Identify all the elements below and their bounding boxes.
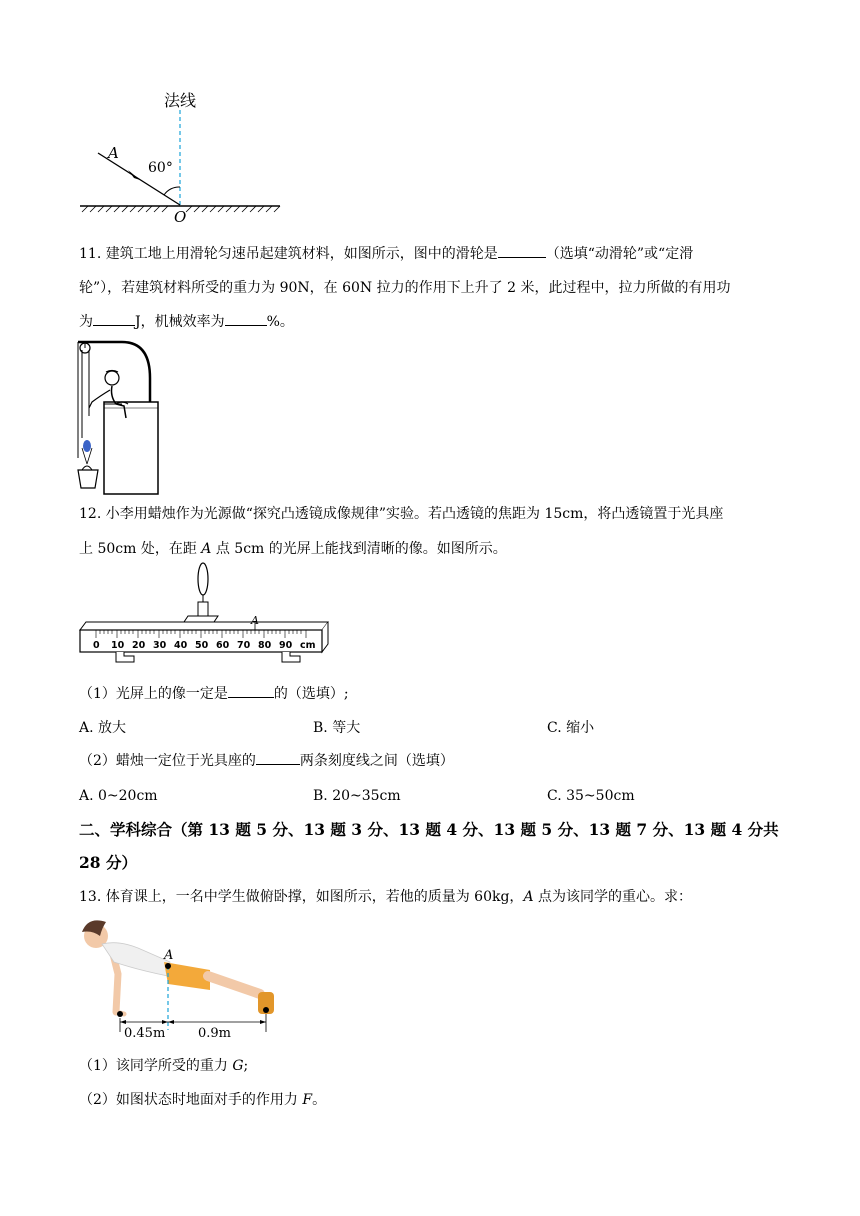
q13-sub2	[79, 1090, 326, 1110]
section2-heading-line2: 28 分）	[79, 853, 137, 872]
scale-60: 60	[216, 640, 230, 651]
q13-sub1-text: （1）该同学所受的重力	[79, 1058, 233, 1074]
q13-sub1-g: G	[232, 1058, 244, 1074]
section2-heading-line1: 二、学科综合（第 13 题 5 分、13 题 3 分、13 题 4 分、13 题 5 分、13 题 7 分、13 题 4 分共	[79, 820, 779, 839]
dim-a-to-foot: 0.9m	[198, 1026, 232, 1041]
scale-40: 40	[174, 640, 188, 651]
q12-opt2-b[interactable]: B. 20~35cm	[313, 788, 401, 804]
q13-sub2-text: （2）如图状态时地面对手的作用力	[79, 1092, 303, 1108]
q11-text-b: （选填“动滑轮”或“定滑	[545, 246, 694, 262]
scale-80: 80	[258, 640, 272, 651]
q12-sub1-text-b: 的（选填）;	[273, 686, 349, 702]
q12-line2	[79, 539, 507, 559]
foot-point	[263, 1007, 269, 1013]
q12-line1: 12. 小李用蜡烛作为光源做“探究凸透镜成像规律”实验。若凸透镜的焦距为 15cm，将凸透镜置于光具座	[79, 506, 724, 522]
optical-bench-diagram	[78, 562, 336, 676]
scale-0: 0	[93, 640, 100, 651]
q11-line1	[79, 244, 693, 264]
angle-arc	[164, 187, 180, 195]
q13-line1	[79, 887, 692, 907]
q12-sub1	[79, 684, 349, 704]
optical-bench-figure	[78, 562, 336, 676]
bucket	[78, 470, 98, 488]
q13-text-b: 点为该同学的重心。求：	[533, 889, 693, 905]
q11-text-c: 为	[79, 314, 93, 330]
q11-line2: 轮”），若建筑材料所受的重力为 90N，在 60N 拉力的作用下上升了 2 米，此过程中，拉力所做的有用功	[79, 280, 731, 296]
q11-blank-work[interactable]	[93, 325, 135, 326]
q12-sub1-text-a: （1）光屏上的像一定是	[79, 686, 228, 702]
dim-hand-to-a: 0.45m	[124, 1026, 166, 1041]
q13-text-a: 13. 体育课上，一名中学生做俯卧撑，如图所示，若他的质量为 60kg，	[79, 889, 524, 905]
q13-point-a: A	[523, 889, 534, 905]
q12-opt1-a[interactable]: A. 放大	[79, 720, 127, 736]
q13-sub1	[79, 1056, 248, 1076]
q11-text-d: J，机械效率为	[135, 314, 225, 330]
q12-text-a: 上 50cm 处，在距	[79, 541, 202, 557]
q12-sub2-text-a: （2）蜡烛一定位于光具座的	[79, 753, 256, 769]
q12-opt1-c[interactable]: C. 缩小	[547, 720, 595, 736]
angle-label: 60°	[148, 160, 173, 176]
scale-70: 70	[237, 640, 251, 651]
bench-scale	[78, 640, 336, 652]
hand-point	[117, 1011, 123, 1017]
bench-point-a: A	[251, 614, 259, 627]
q12-blank-image[interactable]	[228, 697, 274, 698]
q12-opt2-a[interactable]: A. 0~20cm	[79, 788, 158, 804]
q11-line3	[79, 312, 294, 332]
hook	[83, 440, 91, 452]
scale-20: 20	[132, 640, 146, 651]
lens	[198, 563, 208, 595]
q12-opt1-b[interactable]: B. 等大	[313, 720, 361, 736]
scale-10: 10	[111, 640, 125, 651]
scale-50: 50	[195, 640, 209, 651]
ray-label: A	[108, 144, 119, 162]
point-label: O	[174, 208, 187, 226]
q13-sub1-end: ;	[243, 1058, 249, 1074]
scale-90: 90	[279, 640, 293, 651]
q12-opt2-c[interactable]: C. 35~50cm	[547, 788, 635, 804]
reflection-figure	[78, 86, 288, 226]
q11-text-a: 11. 建筑工地上用滑轮匀速吊起建筑材料，如图所示，图中的滑轮是	[79, 246, 498, 262]
q12-point-a: A	[201, 541, 212, 557]
pulley-diagram	[76, 338, 162, 498]
scale-unit: cm	[300, 640, 316, 651]
ray-arrow	[128, 170, 140, 180]
pushup-figure	[78, 914, 284, 1046]
normal-label: 法线	[164, 91, 197, 110]
q11-blank-pulley[interactable]	[498, 257, 546, 258]
pushup-diagram	[78, 914, 284, 1046]
q13-sub2-end: 。	[312, 1092, 327, 1108]
pulley-figure	[76, 338, 162, 498]
q12-text-b: 点 5cm 的光屏上能找到清晰的像。如图所示。	[211, 541, 507, 557]
q11-text-e: %。	[266, 314, 294, 330]
q11-blank-efficiency[interactable]	[225, 325, 267, 326]
q12-sub2-text-b: 两条刻度线之间（选填）	[299, 753, 454, 769]
center-of-gravity	[165, 963, 171, 969]
pushup-point-a: A	[164, 948, 174, 963]
q12-blank-position[interactable]	[256, 764, 300, 765]
q13-sub2-f: F	[302, 1092, 313, 1108]
q12-sub2	[79, 751, 454, 771]
scale-30: 30	[153, 640, 167, 651]
